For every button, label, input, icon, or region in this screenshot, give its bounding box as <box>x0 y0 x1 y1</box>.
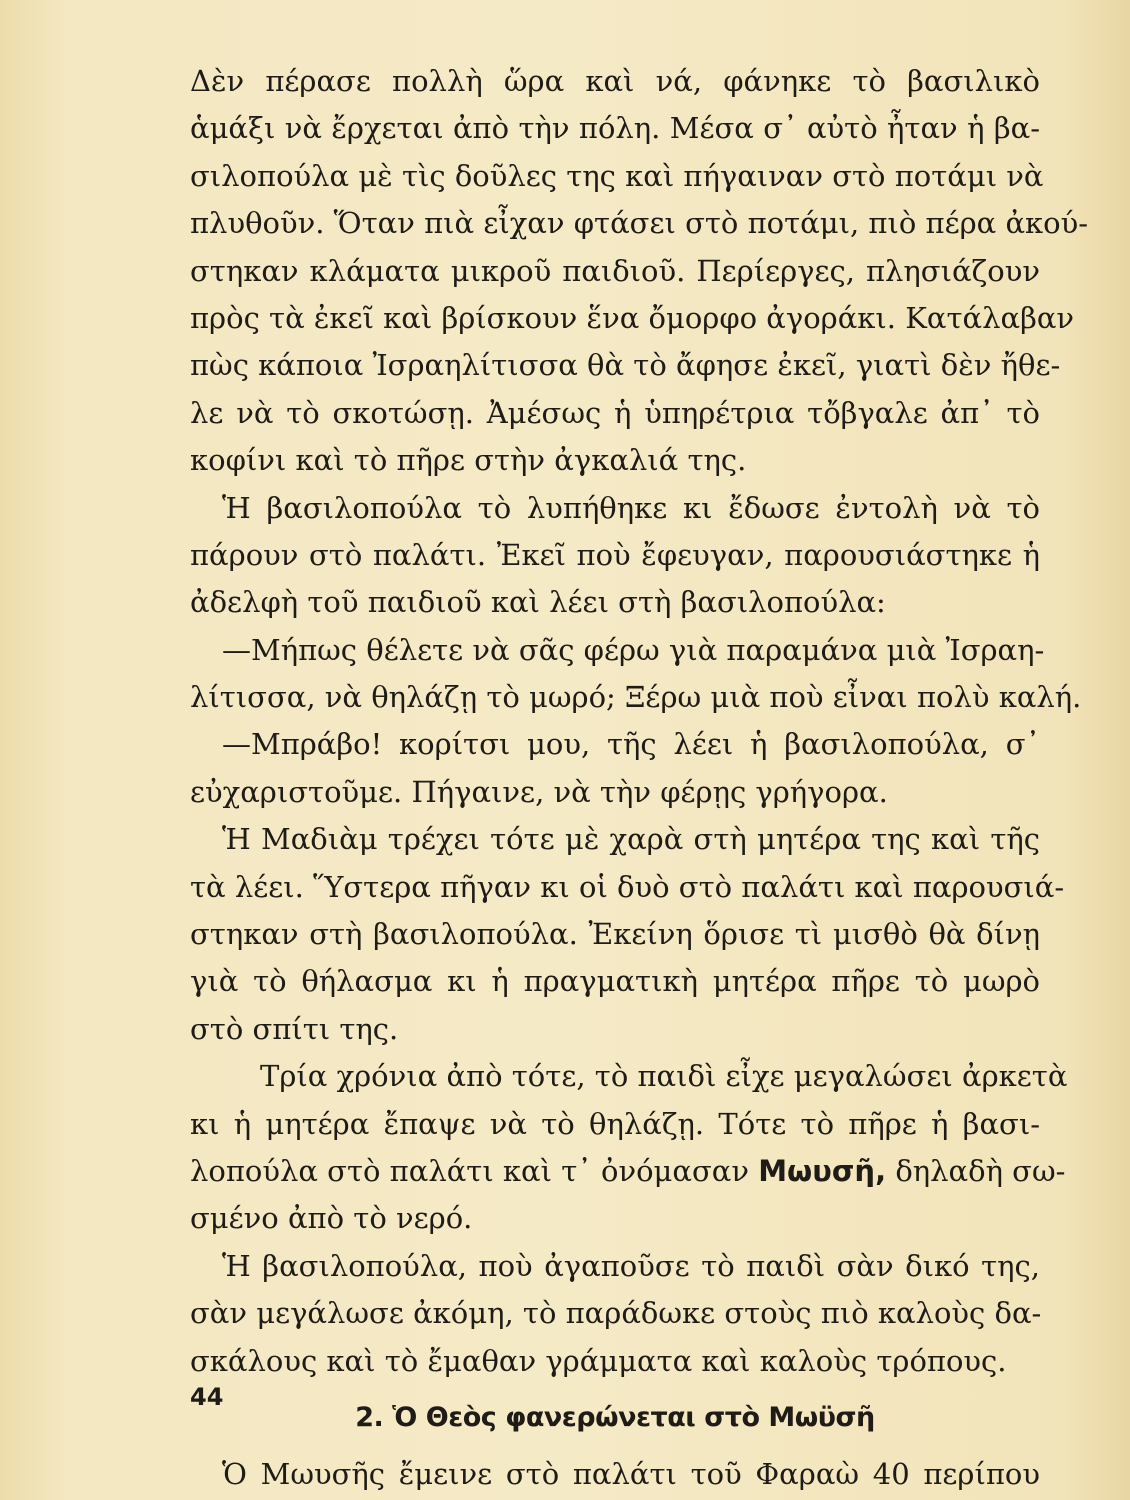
text-line: λίτισσα, νὰ θηλάζῃ τὸ μωρό; Ξέρω μιὰ ποὺ εἶναι πολὺ καλή. <box>190 680 1082 715</box>
text-line: εὐχαριστοῦμε. Πήγαινε, νὰ τὴν φέρῃς γρήγορα. <box>190 774 888 809</box>
text-line: Ἡ βασιλοπούλα, ποὺ ἀγαποῦσε τὸ παιδὶ σὰν δικό της, <box>222 1248 1040 1283</box>
line-text: λοπούλα στὸ παλάτι καὶ τ᾿ ὀνόμασαν <box>190 1153 749 1188</box>
text-line: —Μπράβο! κορίτσι μου, τῆς λέει ἡ βασιλοπούλα, σ᾿ <box>222 727 1040 762</box>
text-line: γιὰ τὸ θήλασμα κι ἡ πραγματικὴ μητέρα πῆρε τὸ μωρὸ <box>190 964 1040 999</box>
body-text <box>190 58 1089 1498</box>
text-line: ἁμάξι νὰ ἔρχεται ἀπὸ τὴν πόλη. Μέσα σ᾿ αὐτὸ ἦταν ἡ βα- <box>190 111 1040 146</box>
text-line: στηκαν στὴ βασιλοπούλα. Ἐκείνη ὅρισε τὶ μισθὸ θὰ δίνῃ <box>190 917 1040 952</box>
text-line: Ἡ βασιλοπούλα τὸ λυπήθηκε κι ἔδωσε ἐντολὴ νὰ τὸ <box>222 490 1040 525</box>
text-line <box>190 1148 1066 1195</box>
text-line: Ἡ Μαδιὰμ τρέχει τότε μὲ χαρὰ στὴ μητέρα της καὶ τῆς <box>222 822 1040 857</box>
text-line: κοφίνι καὶ τὸ πῆρε στὴν ἀγκαλιά της. <box>190 443 747 478</box>
text-line: σὰν μεγάλωσε ἀκόμη, τὸ παράδωκε στοὺς πιὸ καλοὺς δα- <box>190 1296 1042 1331</box>
text-line: —Μήπως θέλετε νὰ σᾶς φέρω γιὰ παραμάνα μιὰ Ἰσραη- <box>222 632 1045 667</box>
text-line: σμένο ἀπὸ τὸ νερό. <box>190 1201 473 1236</box>
text-line: πλυθοῦν. Ὅταν πιὰ εἶχαν φτάσει στὸ ποτάμι, πιὸ πέρα ἀκού- <box>190 206 1089 241</box>
text-line: στὸ σπίτι της. <box>190 1011 399 1046</box>
text-line: λε νὰ τὸ σκοτώσῃ. Ἀμέσως ἡ ὑπηρέτρια τὄβγαλε ἀπ᾿ τὸ <box>190 395 1040 430</box>
text-line: ἀδελφὴ τοῦ παιδιοῦ καὶ λέει στὴ βασιλοπούλα: <box>190 585 886 620</box>
text-line: στηκαν κλάματα μικροῦ παιδιοῦ. Περίεργες, πλησιάζουν <box>190 253 1040 288</box>
text-line: Ὁ Μωυσῆς ἔμεινε στὸ παλάτι τοῦ Φαραὼ 40 περίπου <box>222 1456 1040 1491</box>
section-heading: 2. Ὁ Θεὸς φανερώνεται στὸ Μωϋσῆ <box>355 1401 875 1433</box>
text-line: τὰ λέει. Ὕστερα πῆγαν κι οἱ δυὸ στὸ παλάτι καὶ παρουσιά- <box>190 869 1065 904</box>
text-line: πάρουν στὸ παλάτι. Ἐκεῖ ποὺ ἔφευγαν, παρουσιάστηκε ἡ <box>190 537 1040 572</box>
text-line: Τρία χρόνια ἀπὸ τότε, τὸ παιδὶ εἶχε μεγαλώσει ἀρκετὰ <box>260 1059 1068 1094</box>
text-line: κι ἡ μητέρα ἔπαψε νὰ τὸ θηλάζῃ. Τότε τὸ πῆρε ἡ βασι- <box>190 1106 1040 1141</box>
bold-name: Μωυσῆ, <box>758 1153 887 1188</box>
text-line: πὼς κάποια Ἰσραηλίτισσα θὰ τὸ ἄφησε ἐκεῖ, γιατὶ δὲν ἤθε- <box>190 348 1061 383</box>
text-line: πρὸς τὰ ἐκεῖ καὶ βρίσκουν ἕνα ὄμορφο ἀγοράκι. Κατάλαβαν <box>190 300 1075 335</box>
text-line: σκάλους καὶ τὸ ἔμαθαν γράμματα καὶ καλοὺς τρόπους. <box>190 1343 1007 1378</box>
text-line: Δὲν πέρασε πολλὴ ὥρα καὶ νά, φάνηκε τὸ βασιλικὸ <box>190 64 1040 98</box>
line-text-tail: δηλαδὴ σω- <box>895 1153 1066 1188</box>
text-line: σιλοπούλα μὲ τὶς δοῦλες της καὶ πήγαιναν στὸ ποτάμι νὰ <box>190 158 1044 193</box>
page-number: 44 <box>190 1383 224 1411</box>
